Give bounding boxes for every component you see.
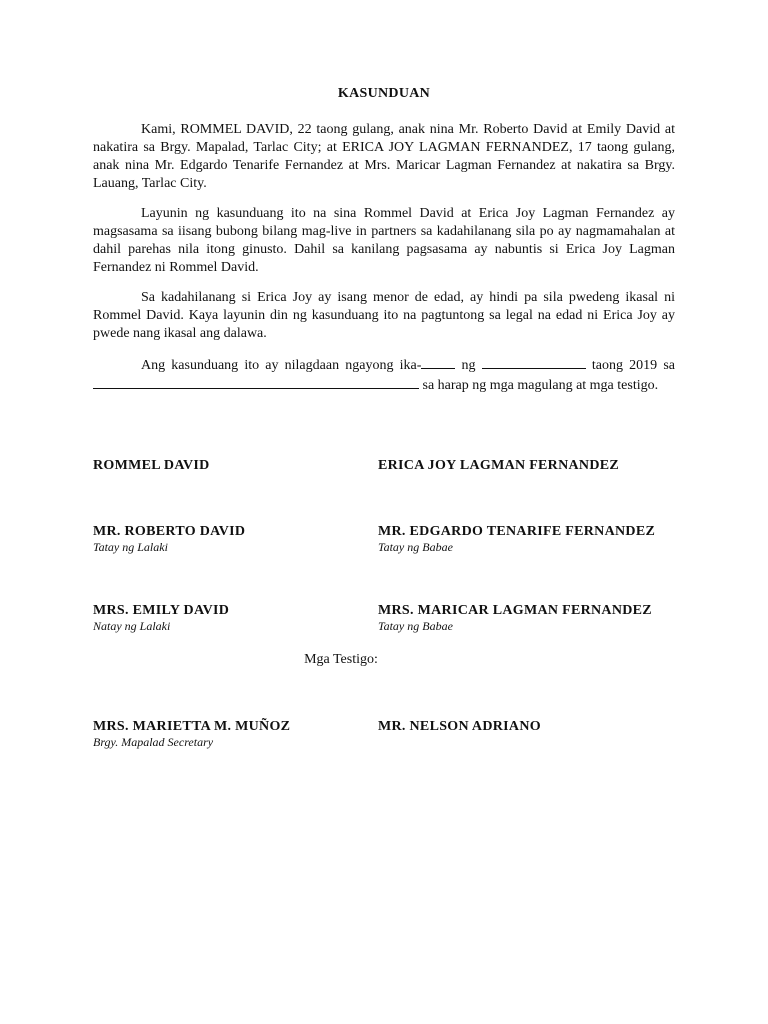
signature-groom-mother (93, 602, 229, 634)
signatory-name: MR. EDGARDO TENARIFE FERNANDEZ (378, 524, 656, 539)
signature-bride-father (378, 523, 655, 555)
signature-bride (378, 457, 619, 474)
signatory-role: Natay ng Lalaki (93, 619, 171, 633)
signature-groom (93, 457, 210, 474)
signature-groom-father (93, 523, 245, 555)
place-blank-line (93, 375, 419, 389)
closing-text-2: ng (455, 358, 482, 373)
signatory-name: MRS. EMILY DAVID (93, 603, 230, 618)
signatory-role: Tatay ng Lalaki (93, 540, 168, 554)
signatory-name: MRS. MARICAR LAGMAN FERNANDEZ (378, 603, 652, 618)
signature-bride-mother (378, 602, 652, 634)
paragraph-purpose: Layunin ng kasunduang ito na sina Rommel David at Erica Joy Lagman Fernandez ay magsasama sa iisang bubong bilang mag-live in partners sa kadahilanang sila po ay nagmamahalan at dahil parehas nila itong ginusto. Dahil sa kanilang pagsasama ay nabuntis si Erica Joy Lagman Fernandez ni Rommel David. (93, 206, 675, 275)
signatory-name: ROMMEL DAVID (93, 458, 210, 473)
signatory-name: MR. NELSON ADRIANO (378, 719, 541, 734)
signatory-name: ERICA JOY LAGMAN FERNANDEZ (378, 458, 620, 473)
signatory-role: Tatay ng Babae (378, 619, 453, 633)
signature-witness-first (93, 718, 290, 750)
signatory-role: Tatay ng Babae (378, 540, 453, 554)
document-title: KASUNDUAN (337, 86, 431, 101)
closing-text-3: taong 2019 sa (585, 358, 676, 373)
witness-heading: Mga Testigo: (304, 652, 378, 667)
signatory-name: MR. ROBERTO DAVID (93, 524, 246, 539)
signatory-name: MRS. MARIETTA M. MUÑOZ (93, 719, 291, 734)
day-blank-line (421, 355, 455, 369)
paragraph-parties: Kami, ROMMEL DAVID, 22 taong gulang, anak nina Mr. Roberto David at Emily David at nakatira sa Brgy. Mapalad, Tarlac City; at ERICA JOY LAGMAN FERNANDEZ, 17 taong gulang, anak nina Mr. Edgardo Tenarife Fernandez at Mrs. Maricar Lagman Fernandez at nakatira sa Brgy. Lauang, Tarlac City. (93, 122, 675, 191)
month-blank-line (482, 355, 586, 369)
signature-witness-second (378, 718, 541, 735)
paragraph-marriage-condition: Sa kadahilanang si Erica Joy ay isang menor de edad, ay hindi pa sila pwedeng ikasal ni Rommel David. Kaya layunin din ng kasunduang ito na pagtuntong sa legal na edad ni Erica Joy ay pwede nang ikasal ang dalawa. (93, 290, 675, 341)
paragraph-signing-date (93, 355, 675, 395)
closing-text-4: sa harap ng mga magulang at mga testigo. (419, 378, 659, 393)
closing-text-1: Ang kasunduang ito ay nilagdaan ngayong ika- (141, 358, 422, 373)
signatory-role: Brgy. Mapalad Secretary (93, 735, 214, 749)
